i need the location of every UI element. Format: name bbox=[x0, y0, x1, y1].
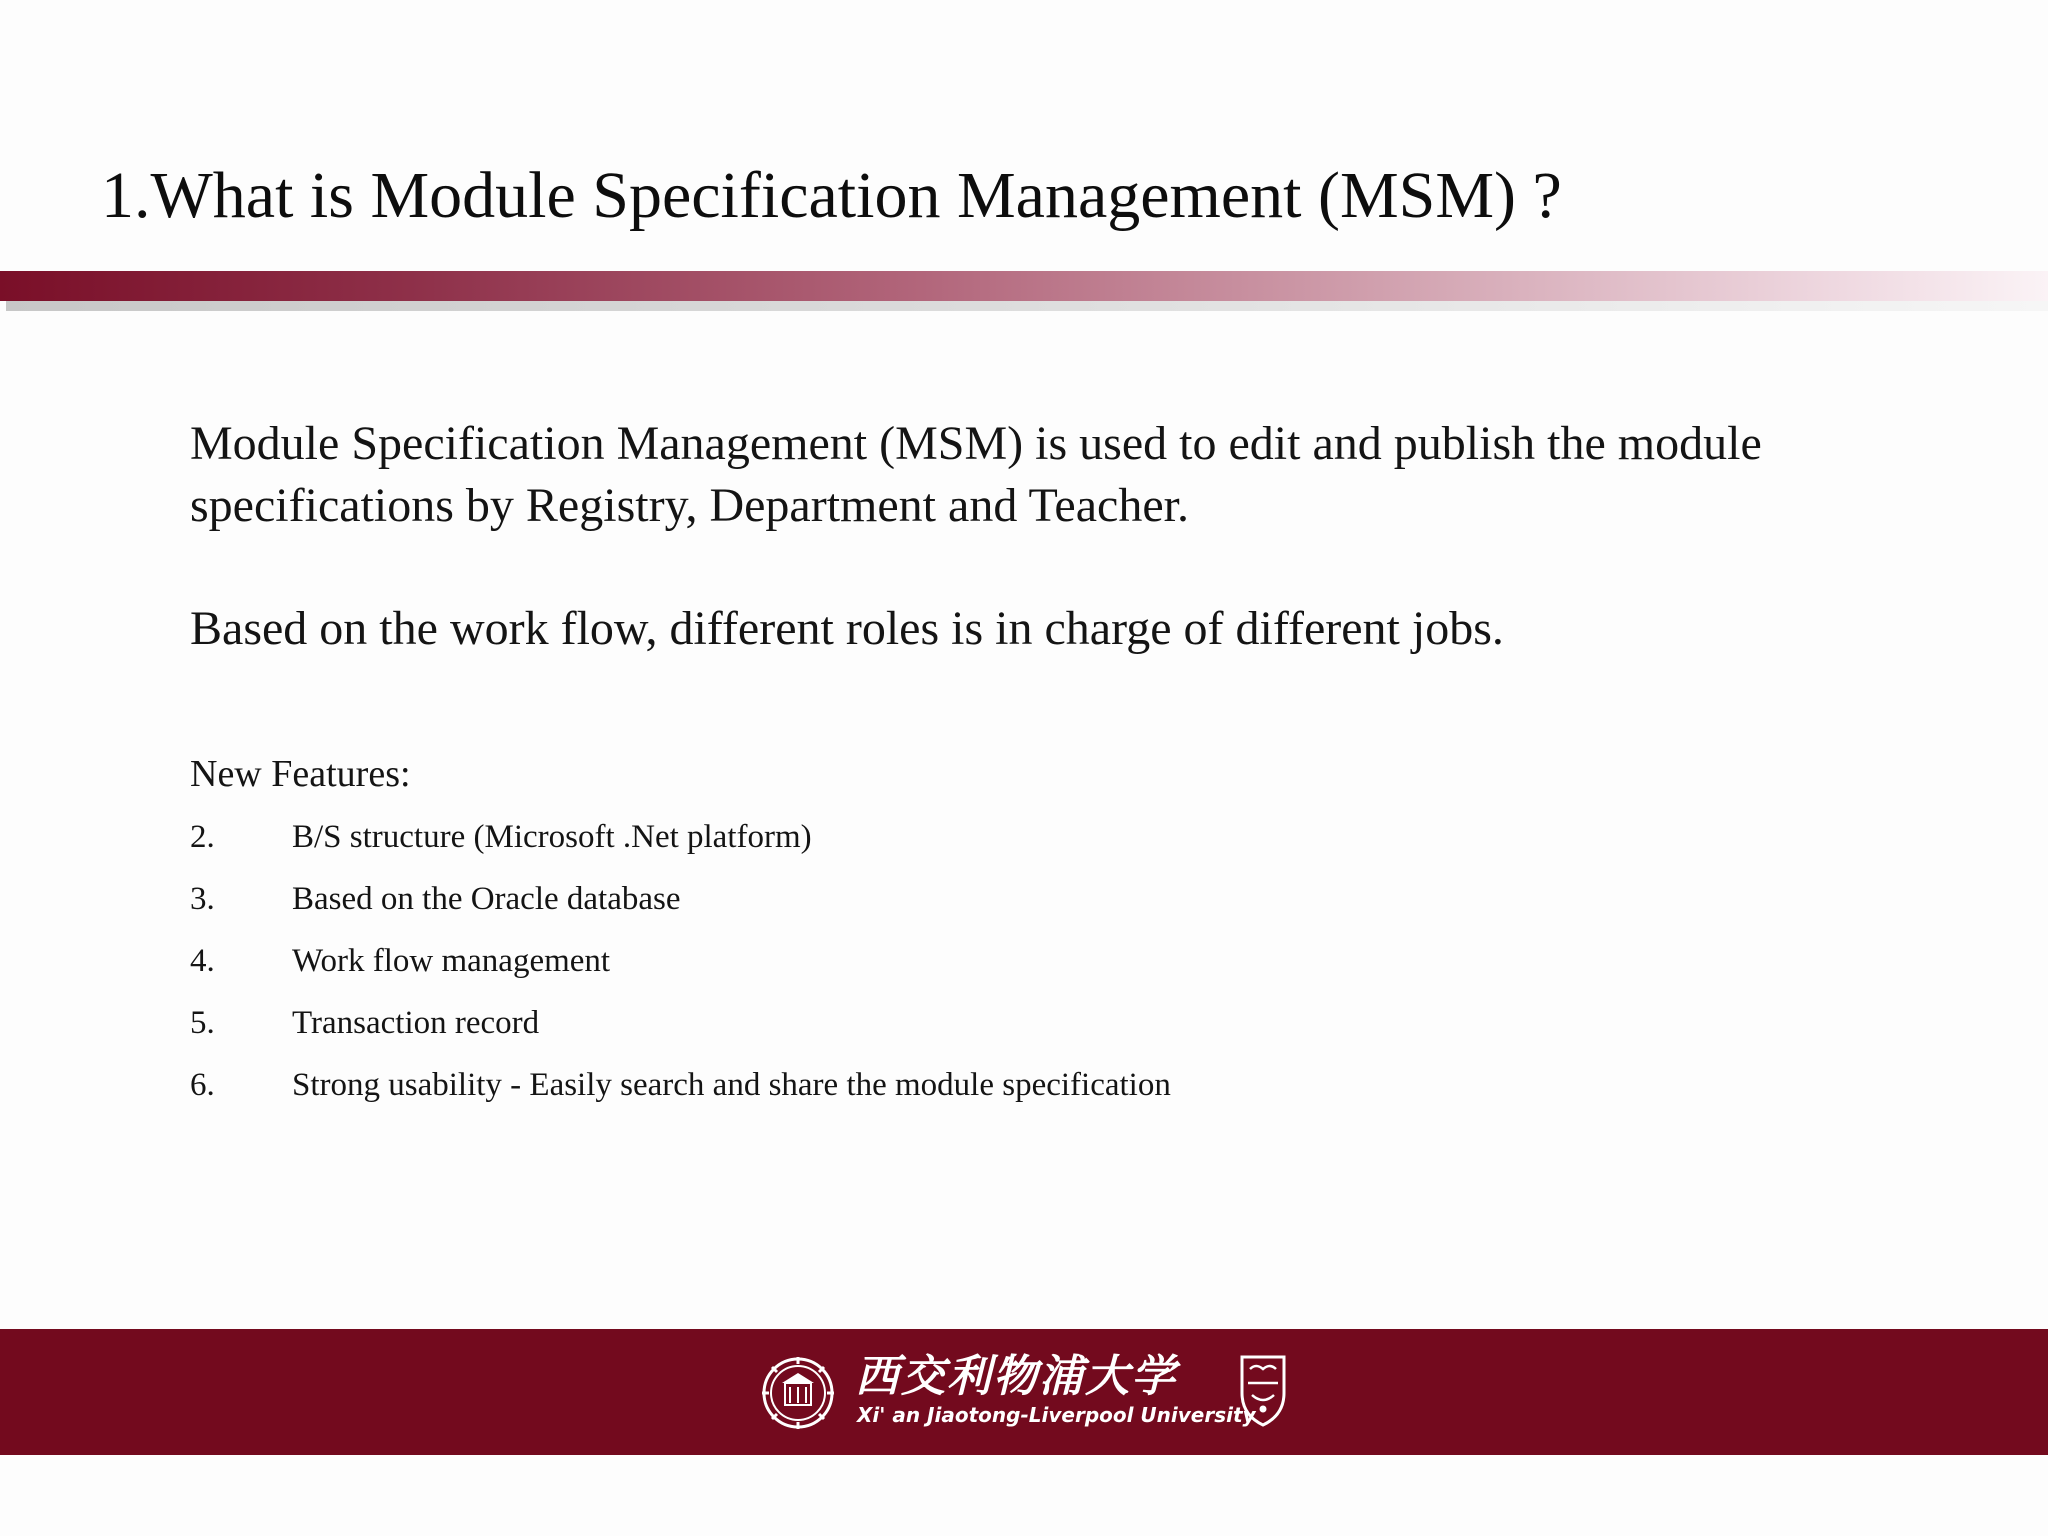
feature-number: 2. bbox=[190, 819, 215, 855]
feature-number: 5. bbox=[190, 1005, 215, 1041]
feature-item bbox=[190, 998, 1171, 1060]
feature-text: Transaction record bbox=[292, 1005, 540, 1041]
university-logo bbox=[760, 1351, 1300, 1435]
logo-chinese-name: 西交利物浦大学 bbox=[855, 1351, 1177, 1402]
feature-item bbox=[190, 812, 1171, 874]
feature-number: 3. bbox=[190, 881, 215, 917]
feature-list bbox=[190, 812, 1171, 1122]
logo-english-name: Xi' an Jiaotong-Liverpool University bbox=[857, 1403, 1256, 1427]
slide-title: 1.What is Module Specification Management (MSM) ? bbox=[101, 159, 1562, 232]
intro-paragraph: Module Specification Management (MSM) is used to edit and publish the module specifications by Registry, Department and Teacher. bbox=[190, 417, 1762, 532]
university-crest-icon bbox=[1238, 1353, 1288, 1429]
title-divider-shadow bbox=[6, 301, 2048, 311]
feature-text: B/S structure (Microsoft .Net platform) bbox=[292, 819, 812, 855]
workflow-paragraph: Based on the work flow, different roles is in charge of different jobs. bbox=[190, 602, 1504, 655]
title-divider-bar bbox=[0, 271, 2048, 301]
university-seal-icon bbox=[760, 1355, 836, 1431]
feature-item bbox=[190, 1060, 1171, 1122]
feature-number: 6. bbox=[190, 1067, 215, 1103]
feature-item bbox=[190, 936, 1171, 998]
features-heading: New Features: bbox=[190, 753, 411, 795]
feature-text: Work flow management bbox=[292, 943, 611, 979]
feature-text: Strong usability - Easily search and share the module specification bbox=[292, 1067, 1171, 1103]
feature-text: Based on the Oracle database bbox=[292, 881, 681, 917]
feature-number: 4. bbox=[190, 943, 215, 979]
feature-item bbox=[190, 874, 1171, 936]
